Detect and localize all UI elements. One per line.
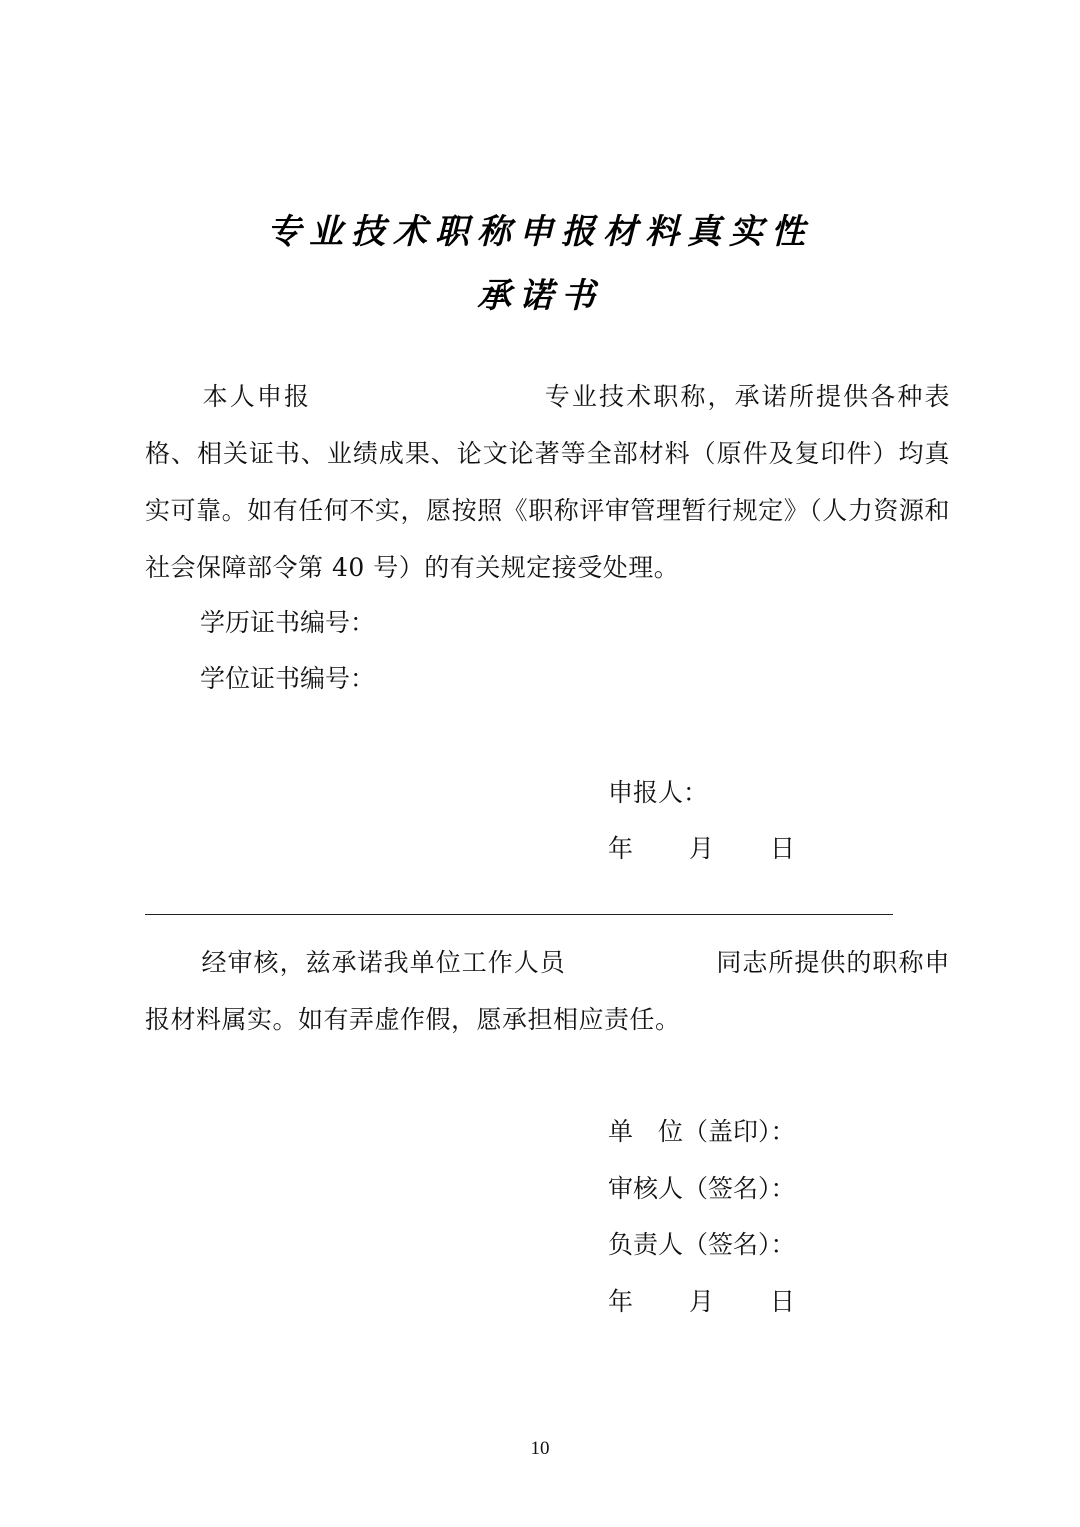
review-statement — [145, 934, 950, 1048]
day-label: 日 — [770, 834, 796, 863]
reviewer-signature-label: 审核人（签名）： — [608, 1174, 796, 1203]
document-subtitle: 承诺书 — [477, 276, 603, 316]
month-label: 月 — [689, 1287, 715, 1316]
degree-number-field: 学位证书编号： — [200, 664, 376, 693]
diploma-number-field: 学历证书编号： — [200, 608, 376, 637]
year-label: 年 — [608, 1287, 634, 1316]
promise-prefix: 本人申报 — [201, 382, 312, 411]
promise-body: 专业技术职称，承诺所提供各种表格、相关证书、业绩成果、论文论著等全部材料（原件及复印件）均真实可靠。如有任何不实，愿按照《职称评审管理暂行规定》（人力资源和社会保障部令第 40 号）的有关规定接受处理。 — [145, 382, 950, 582]
section-divider — [145, 914, 893, 915]
applicant-signature-label: 申报人： — [608, 778, 709, 807]
day-label: 日 — [770, 1287, 796, 1316]
review-body: 同志所提供的职称申报材料属实。如有弄虚作假，愿承担相应责任。 — [145, 948, 950, 1034]
month-label: 月 — [689, 834, 715, 863]
year-label: 年 — [608, 834, 634, 863]
responsible-signature-label: 负责人（签名）： — [608, 1230, 796, 1259]
page-number: 10 — [530, 1438, 550, 1459]
promise-statement — [145, 368, 950, 596]
document-title: 专业技术职称申报材料真实性 — [267, 212, 813, 252]
review-prefix: 经审核，兹承诺我单位工作人员 — [201, 948, 566, 977]
applicant-date — [608, 820, 795, 877]
unit-date — [608, 1273, 795, 1330]
unit-seal-label: 单 位（盖印）： — [608, 1117, 796, 1146]
